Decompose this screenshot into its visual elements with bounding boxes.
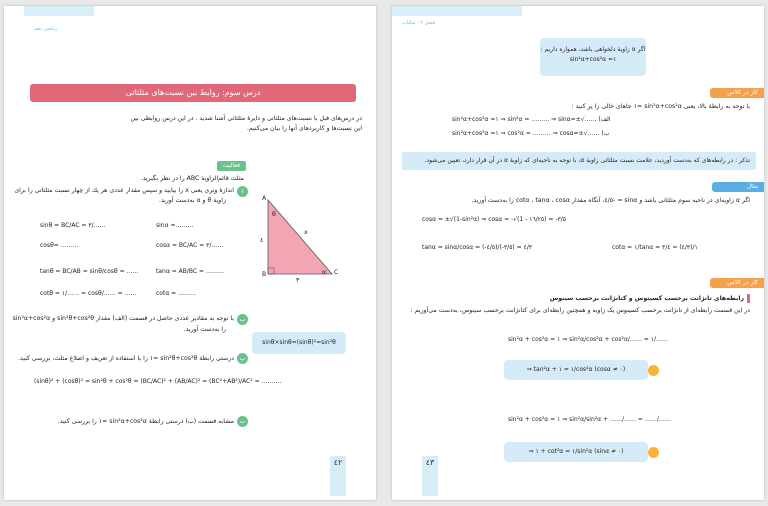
intro-line-1: در درس‌هاى قبل با نسبت‌هاى مثلثاتى و دايرهٔ مثلثاتى آشنا شديد . در اين درس روابطى بين (130, 115, 362, 122)
formula-cos-alpha: cosα = BC/AC = ٣/…… (156, 242, 224, 249)
page-header: فصل ٢ : مثلثات (402, 20, 436, 26)
formula-tan-theta: tanθ = BC/AB = sinθ/cosθ = …… (40, 268, 139, 275)
identity-top-line-2: sin²α+cos²α =١ (569, 56, 617, 63)
left-page (4, 6, 376, 500)
activity-text: مثلث قائم‌الزاويهٔ ABC را در نظر بگيريد. (140, 175, 244, 182)
tan-identity-box: ⇒ tan²α + ١ = ١/cos²α (cosα ≠ ٠) (504, 360, 648, 380)
item-b-line-2: را به‌دست آوريد. (183, 326, 226, 333)
triangle-angle-theta: θ (272, 211, 276, 218)
note-bar: تذكر : در رابطه‌هاى كه به‌دست آورديد، علامت نسبت مثلثاتى زاويهٔ α، با توجه به ناحيه‌اى كه زاويهٔ α در آن قرار دارد، تعيين مى‌شود. (402, 152, 756, 170)
item-a-marker: ١ (237, 186, 248, 197)
formula-tan-example: tanα = sinα/cosα = (-٤/٥)/(-٣/٥) = ٤/٣ (422, 244, 533, 251)
triangle-vertex-a: A (262, 195, 267, 202)
formula-cos-theta: cosθ= ……… (40, 242, 79, 249)
item-c-text: درستى رابطهٔ sin²θ+cos²θ =١ را با استفاده از تعريف و اصلاع مثلث، بررسى كنيد. (18, 355, 234, 362)
item-a-line-2: زاويهٔ θ و α به‌دست آوريد. (158, 197, 226, 204)
triangle-side-4: ٤ (260, 237, 264, 244)
subheading-marker (747, 294, 750, 303)
class-work-text: با توجه به رابطهٔ بالا، يعنى sin²α+cos²α =١ جاهاى خالى را پر كنيد : (571, 103, 750, 110)
formula-sin-theta: sinθ = BC/AC = ٣/…… (40, 222, 106, 229)
class-work-tag: كار در كلاس (710, 88, 764, 98)
activity-badge: فعاليت (217, 161, 246, 171)
page-header: رياضى دهم (34, 26, 58, 32)
identity-top-line-1: اگر α زاويهٔ دلخواهى باشد، همواره داريم : (540, 46, 646, 53)
item-a-line-1: اندازهٔ وترى يعنى x را بيابيد و سپس مقدار عددى هر يك از چهار نسبت مثلثاتى را براى (14, 187, 234, 194)
cot-identity-box: ⇒ ١ + cot²α = ١/sin²α (sinα ≠ ٠) (504, 442, 648, 462)
formula-cot-example: cotα = ١/tanα = ١/(٤/٣) = ٣/٤ (612, 244, 698, 251)
example-text: اگر α زاويه‌اى در ناحيه سوم مثلثاتى باشد و sinα = -٤/٥، آنگاه مقدار cotα ، tanα ، cosα را به‌دست آوريد. (471, 197, 750, 204)
right-triangle-figure (258, 194, 342, 284)
triangle-side-3: ٣ (296, 277, 300, 284)
subheading-text: در اين قسمت رابطه‌اى از تانژانت برحسب كسينوس يک زاويه و همچنين رابطه‌اى براى كتانژانت برحسب سينوس، به‌دست مى‌آوريم : (410, 307, 750, 314)
cot-identity-marker (648, 447, 659, 458)
formula-tan-derivation: sin²α + cos²α = ١ ⇒ sin²α/cos²α + cos²α/…… = ١/…… (508, 336, 669, 343)
subheading: رابطه‌هاى تانژانت برحسب كسينوس و كتانژانت برحسب سينوس (549, 295, 744, 302)
item-b-line-1: با توجه به مقادير عددى حاصل در قسمت (الف) مقدار sin²θ+cos²θ و sin²α+cos²α (12, 315, 234, 322)
item-d-text: مشابه قسمت (ب) درستى رابطهٔ sin²α+cos²α =١ را بررسى كنيد. (57, 418, 234, 425)
page-number-right: ٤٣ (422, 456, 438, 496)
intro-line-2: اين نسبت‌ها و كاربردهاى آنها را بيان مى‌كنيم. (246, 125, 362, 132)
lesson-title: درس سوم: روابط بين نسبت‌هاى مثلثاتى (30, 84, 356, 102)
right-page (392, 6, 764, 500)
class-work-tag-2: كار در كلاس (710, 278, 764, 288)
formula-cot-derivation: sin²α + cos²α = ١ ⇒ sin²α/sin²α + ……/…… = ……/…… (508, 416, 671, 423)
formula-tan-alpha: tanα = AB/BC = ……… (156, 268, 224, 275)
formula-be: sin²α+cos²α =١ ⇒ cos²α = ……… ⇒ cosα=±√…… (ب (452, 130, 610, 137)
tan-identity-marker (648, 365, 659, 376)
header-strip (24, 6, 94, 16)
formula-cos-example: cosα = ±√(1-sin²α) ⇒ cosα = -√(1 - ١٦/٢٥) = -٣/٥ (422, 216, 566, 223)
triangle-vertex-b: B (262, 271, 267, 278)
identity-box: sinθ×sinθ=(sinθ)²=sin²θ (252, 332, 346, 354)
page-number-left: ٤٢ (330, 456, 346, 496)
formula-alef: sin²α+cos²α =١ ⇒ sin²α = ……… ⇒ sinα=±√…… (الف (452, 116, 611, 123)
triangle-side-x: x (304, 229, 308, 236)
formula-item-c: (sinθ)² + (cosθ)² = sin²θ + cos²θ = (BC/AC)² + (AB/AC)² = (BC²+AB²)/AC² = ………. (34, 378, 282, 385)
item-d-marker: ت (237, 416, 248, 427)
example-tag: مثال (712, 182, 764, 192)
formula-cot-theta: cotθ = ١/…… = cosθ/…… = …… (40, 290, 137, 297)
triangle-vertex-c: C (334, 269, 339, 276)
item-c-marker: پ (237, 353, 248, 364)
formula-cot-alpha: cotα = ……… (156, 290, 197, 297)
header-strip (392, 6, 522, 16)
item-b-marker: ب (237, 314, 248, 325)
formula-sin-alpha: sinα =……… (156, 222, 194, 229)
triangle-angle-alpha: α (322, 269, 327, 276)
identity-top-box (540, 38, 646, 76)
